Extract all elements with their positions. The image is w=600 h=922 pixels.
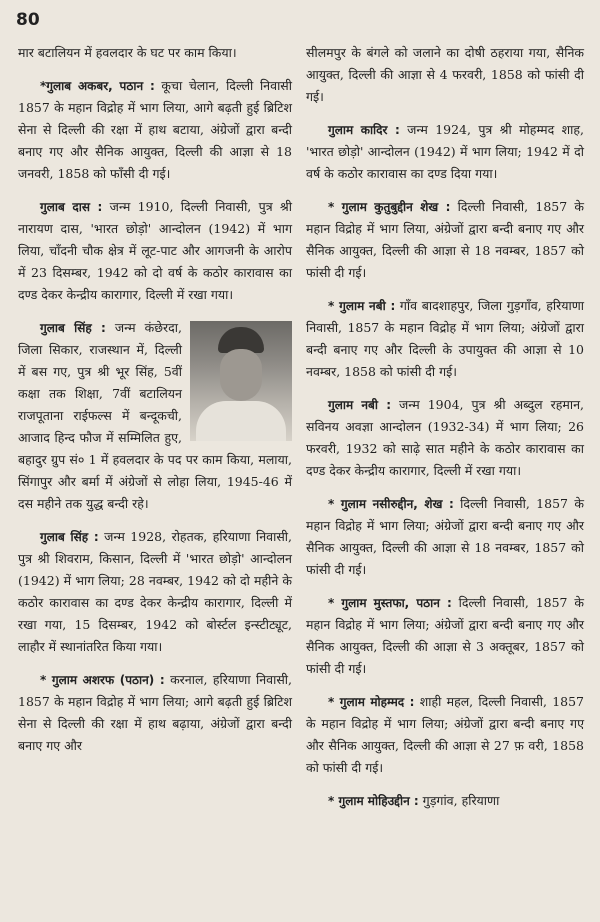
entry-name: * गुलाम नबी :: [328, 299, 396, 313]
entry-gulam-kadir: [306, 119, 584, 185]
entry-text: कूचा चेलान, दिल्ली निवासी 1857 के महान विद्रोह में भाग लिया, आगे बढ़ती हुई ब्रिटिश सेना से दिल्ली की रक्षा में हाथ बटाया, अंग्रेजों द्वारा बन्दी बनाए गए और सैनिक आयुक्त, दिल्ली की आज्ञा से 18 जनवरी, 1858 को फाँसी दी गई।: [18, 78, 292, 181]
entry-text: दिल्ली निवासी, 1857 के महान विद्रोह में भाग लिया; अंग्रेजों द्वारा बन्दी बनाए गए और सैनिक आयुक्त, दिल्ली की आज्ञा से 3 अक्तूबर, 1857 को फांसी दी गई।: [306, 595, 584, 676]
entry-text: करनाल, हरियाणा निवासी, 1857 के महान विद्रोह में भाग लिया; आगे बढ़ती हुई ब्रिटिश सेना से दिल्ली की रक्षा में हाथ बढ़ाया, अंग्रेजों द्वारा बन्दी बनाए गए और: [18, 672, 292, 753]
entry-text: जन्म कंछेरदा, जिला सिकार, राजस्थान में, दिल्ली में बस गए, पुत्र श्री भूर सिंह, 5वीं कक्षा तक शिक्षा, 7वीं बटालियन राजपूताना राईफल्स में बन्दूकची, आजाद हिन्द फौज में सम्मिलित हुए, बहादुर ग्रुप सं० 1 में हवलदार के पद पर काम किया, मलाया, सिंगापुर और बर्मा में अंग्रेजों से लोहा लिया, 1945-46 में दस महीने तक युद्ध बन्दी रहे।: [18, 320, 292, 511]
entry-gulab-singh-1: [18, 317, 292, 515]
entry-text: मार बटालियन में हवलदार के घट पर काम किया।: [18, 45, 237, 60]
entry-name: * गुलाम नसीरुद्दीन, शेख :: [328, 497, 454, 511]
entry-text: जन्म 1910, दिल्ली निवासी, पुत्र श्री नारायण दास, 'भारत छोड़ो' आन्दोलन (1942) में भाग लिया, चाँदनी चौक क्षेत्र में लूट-पाट और आगजनी के आरोप में 23 दिसम्बर, 1942 को दो वर्ष के कठोर कारावास का दण्ड देकर केन्द्रीय कारागार, दिल्ली में रखा गया।: [18, 199, 292, 302]
entry-text: गुड़गांव, हरियाणा: [418, 793, 500, 808]
entry-name: * गुलाम कुतुबुद्दीन शेख :: [328, 200, 451, 214]
entry-name: गुलाब सिंह :: [40, 530, 99, 544]
entry-gulam-mustafa: [306, 592, 584, 680]
entry-gulam-mohiuddin: [306, 790, 584, 812]
entry-name: गुलाम नबी :: [328, 398, 391, 412]
entry-name: * गुलाम अशरफ (पठान) :: [40, 673, 165, 687]
entry-text: जन्म 1928, रोहतक, हरियाणा निवासी, पुत्र श्री शिवराम, किसान, दिल्ली में 'भारत छोड़ो' आन्दोलन (1942) में भाग लिया; 28 नवम्बर, 1942 को दो महीने के कठोर कारावास का दण्ड देकर केन्द्रीय कारागार, दिल्ली में रखा गया, 15 दिसम्बर, 1942 को बोर्स्टल इन्स्टीट्यूट, लाहौर में स्थानांतरित किया गया।: [18, 529, 292, 654]
entry-name: गुलाब सिंह :: [40, 321, 106, 335]
entry-text: दिल्ली निवासी, 1857 के महान विद्रोह में भाग लिया, अंग्रेजों द्वारा बन्दी बनाए गए और सैनिक आयुक्त, दिल्ली की आज्ञा से 18 नवम्बर, 1857 को फांसी दी गई।: [306, 199, 584, 280]
entry-continuation: [306, 42, 584, 108]
entry-name: * गुलाम मोहम्मद :: [328, 695, 415, 709]
entry-gulam-mohammad: [306, 691, 584, 779]
entry-gulab-akbar: [18, 75, 292, 185]
right-column: [306, 42, 584, 823]
entry-name: गुलाब दास :: [40, 200, 103, 214]
entry-text: सीलमपुर के बंगले को जलाने का दोषी ठहराया गया, सैनिक आयुक्त, दिल्ली की आज्ञा से 4 फरवरी, 1858 को फांसी दी गई।: [306, 45, 584, 104]
portrait-photo: [190, 321, 292, 441]
entry-gulam-nabi-2: [306, 394, 584, 482]
entry-gulab-singh-2: [18, 526, 292, 658]
entry-gulam-ashraf: [18, 669, 292, 757]
entry-gulam-nabi-1: [306, 295, 584, 383]
page-number: 80: [16, 10, 40, 30]
entry-text: जन्म 1924, पुत्र श्री मोहम्मद शाह, 'भारत छोड़ो' आन्दोलन (1942) में भाग लिया; 1942 में दो वर्ष के कठोर कारावास का दण्ड दिया गया।: [306, 122, 584, 181]
entry-text: गाँव बादशाहपुर, जिला गुड़गाँव, हरियाणा निवासी, 1857 के महान विद्रोह में भाग लिया; अंग्रेजों द्वारा बन्दी बनाए गए और दिल्ली के उपायुक्त की आज्ञा से 10 नवम्बर, 1858 को फांसी दी गई।: [306, 298, 584, 379]
entry-text: जन्म 1904, पुत्र श्री अब्दुल रहमान, सविनय अवज्ञा आन्दोलन (1932-34) में भाग लिया; 26 फरवरी, 1932 को साढ़े सात महीने के कठोर कारावास का दण्ड देकर केन्द्रीय कारागार, दिल्ली में रखा गया।: [306, 397, 585, 478]
entry-gulam-nasiruddin: [306, 493, 584, 581]
entry-gulab-das: [18, 196, 292, 306]
entry-name: * गुलाम मोहिउद्दीन :: [328, 794, 419, 808]
entry-text: दिल्ली निवासी, 1857 के महान विद्रोह में भाग लिया; अंग्रेजों द्वारा बन्दी बनाए गए और सैनिक आयुक्त, दिल्ली की आज्ञा से 18 नवम्बर, 1857 को फांसी दी गई।: [306, 496, 584, 577]
left-column: [18, 42, 292, 768]
entry-text: शाही महल, दिल्ली निवासी, 1857 के महान विद्रोह में भाग लिया; अंग्रेजों द्वारा बन्दी बनाए गए और सैनिक आयुक्त, दिल्ली की आज्ञा से 27 फ़ वरी, 1858 को फांसी दी गई।: [306, 694, 584, 775]
entry-continuation: [18, 42, 292, 64]
entry-name: गुलाम कादिर :: [328, 123, 400, 137]
entry-gulam-qutbuddin: [306, 196, 584, 284]
entry-name: *गुलाब अकबर, पठान :: [40, 79, 155, 93]
entry-name: * गुलाम मुस्तफा, पठान :: [328, 596, 452, 610]
